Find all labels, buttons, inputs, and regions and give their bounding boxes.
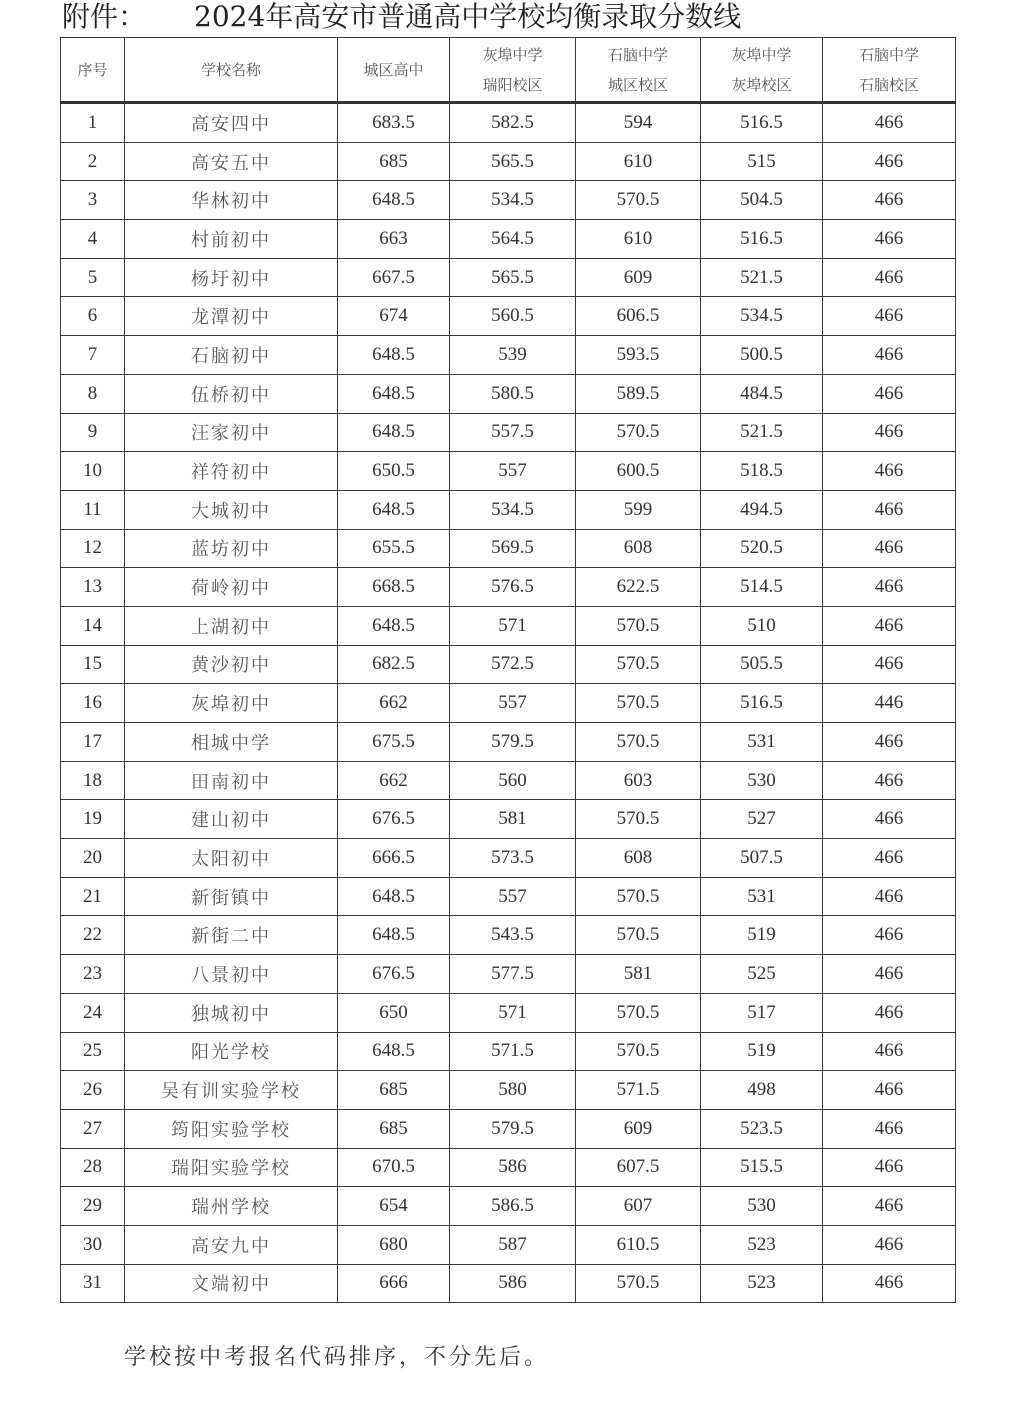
score-shinao-shinao: 466 xyxy=(823,1109,956,1148)
score-city-high-school: 662 xyxy=(338,761,450,800)
row-index: 24 xyxy=(61,993,125,1032)
score-shinao-city: 609 xyxy=(576,258,701,297)
score-huibu-huibu: 521.5 xyxy=(701,413,823,452)
score-huibu-ruiyang: 571.5 xyxy=(450,1032,576,1071)
score-huibu-ruiyang: 534.5 xyxy=(450,181,576,220)
score-city-high-school: 648.5 xyxy=(338,877,450,916)
score-city-high-school: 667.5 xyxy=(338,258,450,297)
score-shinao-city: 570.5 xyxy=(576,684,701,723)
school-name: 田南初中 xyxy=(125,761,338,800)
score-shinao-city: 610 xyxy=(576,142,701,181)
table-row xyxy=(61,1264,956,1303)
school-name: 高安四中 xyxy=(125,103,338,143)
score-shinao-shinao: 466 xyxy=(823,103,956,143)
score-huibu-huibu: 516.5 xyxy=(701,103,823,143)
score-huibu-huibu: 534.5 xyxy=(701,297,823,336)
score-huibu-huibu: 521.5 xyxy=(701,258,823,297)
row-index: 2 xyxy=(61,142,125,181)
score-city-high-school: 668.5 xyxy=(338,568,450,607)
row-index: 6 xyxy=(61,297,125,336)
row-index: 7 xyxy=(61,336,125,375)
score-huibu-huibu: 523 xyxy=(701,1264,823,1303)
school-name: 高安五中 xyxy=(125,142,338,181)
header-label: 城区高中 xyxy=(363,60,424,79)
row-index: 28 xyxy=(61,1148,125,1187)
row-index: 23 xyxy=(61,955,125,994)
table-row xyxy=(61,1071,956,1110)
table-row xyxy=(61,916,956,955)
table-row xyxy=(61,336,956,375)
score-huibu-huibu: 514.5 xyxy=(701,568,823,607)
row-index: 18 xyxy=(61,761,125,800)
table-row xyxy=(61,606,956,645)
score-huibu-ruiyang: 560 xyxy=(450,761,576,800)
table-row xyxy=(61,181,956,220)
score-shinao-city: 570.5 xyxy=(576,645,701,684)
school-name: 阳光学校 xyxy=(125,1032,338,1071)
score-city-high-school: 666.5 xyxy=(338,839,450,878)
row-index: 16 xyxy=(61,684,125,723)
score-huibu-huibu: 500.5 xyxy=(701,336,823,375)
score-shinao-shinao: 466 xyxy=(823,258,956,297)
score-huibu-ruiyang: 560.5 xyxy=(450,297,576,336)
score-city-high-school: 680 xyxy=(338,1225,450,1264)
score-huibu-huibu: 516.5 xyxy=(701,684,823,723)
header-huibu-huibu xyxy=(701,38,823,103)
score-city-high-school: 648.5 xyxy=(338,413,450,452)
title-text: 2024年高安市普通高中学校均衡录取分数线 xyxy=(194,0,742,33)
score-city-high-school: 674 xyxy=(338,297,450,336)
header-label-line1: 灰埠中学 xyxy=(731,45,792,64)
score-huibu-ruiyang: 539 xyxy=(450,336,576,375)
score-shinao-city: 608 xyxy=(576,529,701,568)
score-shinao-city: 570.5 xyxy=(576,800,701,839)
table-row xyxy=(61,761,956,800)
score-shinao-city: 610 xyxy=(576,220,701,259)
school-name: 吴有训实验学校 xyxy=(125,1071,338,1110)
score-huibu-ruiyang: 565.5 xyxy=(450,142,576,181)
score-huibu-ruiyang: 579.5 xyxy=(450,1109,576,1148)
score-city-high-school: 666 xyxy=(338,1264,450,1303)
score-huibu-huibu: 516.5 xyxy=(701,220,823,259)
score-shinao-shinao: 466 xyxy=(823,800,956,839)
row-index: 10 xyxy=(61,452,125,491)
row-index: 4 xyxy=(61,220,125,259)
score-shinao-shinao: 466 xyxy=(823,1264,956,1303)
school-name: 荷岭初中 xyxy=(125,568,338,607)
table-row xyxy=(61,142,956,181)
school-name: 高安九中 xyxy=(125,1225,338,1264)
score-city-high-school: 654 xyxy=(338,1187,450,1226)
score-shinao-shinao: 446 xyxy=(823,684,956,723)
score-shinao-city: 603 xyxy=(576,761,701,800)
header-label-line2: 城区校区 xyxy=(607,75,668,94)
header-label: 序号 xyxy=(77,60,108,79)
score-city-high-school: 648.5 xyxy=(338,490,450,529)
score-shinao-city: 570.5 xyxy=(576,723,701,762)
score-shinao-shinao: 466 xyxy=(823,1187,956,1226)
school-name: 华林初中 xyxy=(125,181,338,220)
score-city-high-school: 648.5 xyxy=(338,1032,450,1071)
score-huibu-ruiyang: 586 xyxy=(450,1264,576,1303)
table-header-row xyxy=(61,38,956,103)
row-index: 14 xyxy=(61,606,125,645)
table-row xyxy=(61,877,956,916)
school-name: 龙潭初中 xyxy=(125,297,338,336)
table-row xyxy=(61,955,956,994)
table-row xyxy=(61,452,956,491)
score-city-high-school: 676.5 xyxy=(338,800,450,839)
table-row xyxy=(61,1225,956,1264)
score-shinao-city: 581 xyxy=(576,955,701,994)
score-city-high-school: 676.5 xyxy=(338,955,450,994)
score-shinao-city: 571.5 xyxy=(576,1071,701,1110)
score-city-high-school: 670.5 xyxy=(338,1148,450,1187)
header-shinao-city xyxy=(576,38,701,103)
score-shinao-shinao: 466 xyxy=(823,181,956,220)
score-city-high-school: 683.5 xyxy=(338,103,450,143)
admission-scores-table xyxy=(60,37,956,1303)
score-huibu-huibu: 494.5 xyxy=(701,490,823,529)
table-row xyxy=(61,645,956,684)
score-shinao-shinao: 466 xyxy=(823,413,956,452)
score-huibu-huibu: 515.5 xyxy=(701,1148,823,1187)
score-shinao-city: 589.5 xyxy=(576,374,701,413)
row-index: 11 xyxy=(61,490,125,529)
score-huibu-ruiyang: 582.5 xyxy=(450,103,576,143)
score-shinao-city: 570.5 xyxy=(576,606,701,645)
score-city-high-school: 663 xyxy=(338,220,450,259)
score-shinao-shinao: 466 xyxy=(823,142,956,181)
score-huibu-ruiyang: 581 xyxy=(450,800,576,839)
score-city-high-school: 648.5 xyxy=(338,336,450,375)
school-name: 新街镇中 xyxy=(125,877,338,916)
row-index: 15 xyxy=(61,645,125,684)
score-huibu-huibu: 498 xyxy=(701,1071,823,1110)
table-row xyxy=(61,723,956,762)
table-row xyxy=(61,490,956,529)
score-huibu-huibu: 531 xyxy=(701,877,823,916)
table-row xyxy=(61,800,956,839)
school-name: 文端初中 xyxy=(125,1264,338,1303)
table-row xyxy=(61,413,956,452)
row-index: 26 xyxy=(61,1071,125,1110)
school-name: 大城初中 xyxy=(125,490,338,529)
score-shinao-shinao: 466 xyxy=(823,220,956,259)
score-huibu-ruiyang: 534.5 xyxy=(450,490,576,529)
table-row xyxy=(61,1187,956,1226)
score-shinao-shinao: 466 xyxy=(823,761,956,800)
score-city-high-school: 682.5 xyxy=(338,645,450,684)
score-shinao-shinao: 466 xyxy=(823,839,956,878)
header-school-name xyxy=(125,38,338,103)
school-name: 村前初中 xyxy=(125,220,338,259)
school-name: 新街二中 xyxy=(125,916,338,955)
score-shinao-city: 570.5 xyxy=(576,181,701,220)
score-shinao-city: 609 xyxy=(576,1109,701,1148)
score-huibu-ruiyang: 579.5 xyxy=(450,723,576,762)
score-shinao-city: 622.5 xyxy=(576,568,701,607)
table-body xyxy=(61,103,956,1303)
row-index: 3 xyxy=(61,181,125,220)
score-city-high-school: 648.5 xyxy=(338,374,450,413)
score-shinao-city: 593.5 xyxy=(576,336,701,375)
score-city-high-school: 655.5 xyxy=(338,529,450,568)
score-huibu-ruiyang: 557 xyxy=(450,877,576,916)
score-huibu-huibu: 518.5 xyxy=(701,452,823,491)
score-huibu-ruiyang: 571 xyxy=(450,993,576,1032)
score-shinao-city: 570.5 xyxy=(576,1264,701,1303)
score-huibu-huibu: 517 xyxy=(701,993,823,1032)
score-huibu-huibu: 527 xyxy=(701,800,823,839)
school-name: 蓝坊初中 xyxy=(125,529,338,568)
row-index: 22 xyxy=(61,916,125,955)
title-prefix: 附件： xyxy=(62,0,147,33)
header-index xyxy=(61,38,125,103)
score-shinao-shinao: 466 xyxy=(823,297,956,336)
header-shinao-shinao xyxy=(823,38,956,103)
school-name: 祥符初中 xyxy=(125,452,338,491)
table-row xyxy=(61,839,956,878)
score-city-high-school: 675.5 xyxy=(338,723,450,762)
score-huibu-ruiyang: 557 xyxy=(450,684,576,723)
school-name: 灰埠初中 xyxy=(125,684,338,723)
school-name: 杨圩初中 xyxy=(125,258,338,297)
row-index: 9 xyxy=(61,413,125,452)
score-shinao-shinao: 466 xyxy=(823,993,956,1032)
score-huibu-huibu: 530 xyxy=(701,1187,823,1226)
score-huibu-ruiyang: 569.5 xyxy=(450,529,576,568)
score-huibu-huibu: 510 xyxy=(701,606,823,645)
footnote: 学校按中考报名代码排序，不分先后。 xyxy=(124,1345,550,1370)
score-huibu-huibu: 484.5 xyxy=(701,374,823,413)
row-index: 29 xyxy=(61,1187,125,1226)
document-title xyxy=(62,0,741,34)
score-huibu-huibu: 523.5 xyxy=(701,1109,823,1148)
table-row xyxy=(61,297,956,336)
score-huibu-ruiyang: 565.5 xyxy=(450,258,576,297)
header-label-line2: 瑞阳校区 xyxy=(482,75,543,94)
row-index: 21 xyxy=(61,877,125,916)
score-huibu-ruiyang: 572.5 xyxy=(450,645,576,684)
score-shinao-city: 594 xyxy=(576,103,701,143)
header-label-line1: 石脑中学 xyxy=(858,45,919,64)
score-shinao-city: 570.5 xyxy=(576,993,701,1032)
score-huibu-ruiyang: 580 xyxy=(450,1071,576,1110)
score-huibu-huibu: 504.5 xyxy=(701,181,823,220)
score-shinao-shinao: 466 xyxy=(823,606,956,645)
header-label-line1: 石脑中学 xyxy=(607,45,668,64)
score-shinao-city: 608 xyxy=(576,839,701,878)
row-index: 1 xyxy=(61,103,125,143)
score-huibu-ruiyang: 571 xyxy=(450,606,576,645)
score-huibu-ruiyang: 586.5 xyxy=(450,1187,576,1226)
school-name: 筠阳实验学校 xyxy=(125,1109,338,1148)
table-row xyxy=(61,529,956,568)
score-shinao-shinao: 466 xyxy=(823,1071,956,1110)
score-shinao-shinao: 466 xyxy=(823,1225,956,1264)
school-name: 汪家初中 xyxy=(125,413,338,452)
score-huibu-huibu: 531 xyxy=(701,723,823,762)
score-shinao-shinao: 466 xyxy=(823,452,956,491)
table-row xyxy=(61,103,956,143)
score-shinao-city: 570.5 xyxy=(576,413,701,452)
score-city-high-school: 685 xyxy=(338,1109,450,1148)
table-row xyxy=(61,258,956,297)
score-huibu-huibu: 507.5 xyxy=(701,839,823,878)
score-huibu-ruiyang: 580.5 xyxy=(450,374,576,413)
row-index: 25 xyxy=(61,1032,125,1071)
row-index: 8 xyxy=(61,374,125,413)
score-shinao-shinao: 466 xyxy=(823,723,956,762)
row-index: 5 xyxy=(61,258,125,297)
table-row xyxy=(61,220,956,259)
score-city-high-school: 685 xyxy=(338,142,450,181)
school-name: 上湖初中 xyxy=(125,606,338,645)
table-row xyxy=(61,684,956,723)
score-huibu-ruiyang: 577.5 xyxy=(450,955,576,994)
score-huibu-huibu: 515 xyxy=(701,142,823,181)
score-shinao-shinao: 466 xyxy=(823,1148,956,1187)
score-huibu-ruiyang: 586 xyxy=(450,1148,576,1187)
school-name: 石脑初中 xyxy=(125,336,338,375)
score-shinao-shinao: 466 xyxy=(823,1032,956,1071)
school-name: 太阳初中 xyxy=(125,839,338,878)
table-row xyxy=(61,1148,956,1187)
score-huibu-huibu: 505.5 xyxy=(701,645,823,684)
row-index: 30 xyxy=(61,1225,125,1264)
row-index: 20 xyxy=(61,839,125,878)
row-index: 17 xyxy=(61,723,125,762)
score-shinao-shinao: 466 xyxy=(823,568,956,607)
score-shinao-city: 599 xyxy=(576,490,701,529)
score-shinao-city: 610.5 xyxy=(576,1225,701,1264)
score-shinao-city: 606.5 xyxy=(576,297,701,336)
score-huibu-huibu: 519 xyxy=(701,1032,823,1071)
score-huibu-huibu: 523 xyxy=(701,1225,823,1264)
score-city-high-school: 648.5 xyxy=(338,181,450,220)
row-index: 31 xyxy=(61,1264,125,1303)
score-shinao-city: 570.5 xyxy=(576,1032,701,1071)
score-shinao-shinao: 466 xyxy=(823,645,956,684)
score-huibu-ruiyang: 576.5 xyxy=(450,568,576,607)
score-huibu-huibu: 520.5 xyxy=(701,529,823,568)
score-city-high-school: 662 xyxy=(338,684,450,723)
score-shinao-city: 607 xyxy=(576,1187,701,1226)
score-huibu-ruiyang: 557 xyxy=(450,452,576,491)
row-index: 13 xyxy=(61,568,125,607)
header-label-line2: 灰埠校区 xyxy=(731,75,792,94)
header-label-line2: 石脑校区 xyxy=(858,75,919,94)
row-index: 27 xyxy=(61,1109,125,1148)
table-row xyxy=(61,374,956,413)
school-name: 黄沙初中 xyxy=(125,645,338,684)
score-city-high-school: 648.5 xyxy=(338,916,450,955)
score-shinao-shinao: 466 xyxy=(823,336,956,375)
header-city-high-school xyxy=(338,38,450,103)
score-huibu-ruiyang: 543.5 xyxy=(450,916,576,955)
score-shinao-shinao: 466 xyxy=(823,529,956,568)
score-city-high-school: 650.5 xyxy=(338,452,450,491)
score-shinao-shinao: 466 xyxy=(823,916,956,955)
score-city-high-school: 650 xyxy=(338,993,450,1032)
row-index: 19 xyxy=(61,800,125,839)
score-shinao-city: 607.5 xyxy=(576,1148,701,1187)
school-name: 八景初中 xyxy=(125,955,338,994)
table-row xyxy=(61,993,956,1032)
score-city-high-school: 685 xyxy=(338,1071,450,1110)
score-huibu-ruiyang: 587 xyxy=(450,1225,576,1264)
school-name: 独城初中 xyxy=(125,993,338,1032)
header-huibu-ruiyang xyxy=(450,38,576,103)
score-shinao-city: 570.5 xyxy=(576,916,701,955)
table-row xyxy=(61,1032,956,1071)
score-huibu-ruiyang: 564.5 xyxy=(450,220,576,259)
score-shinao-shinao: 466 xyxy=(823,877,956,916)
score-shinao-shinao: 466 xyxy=(823,490,956,529)
header-label: 学校名称 xyxy=(200,60,261,79)
school-name: 瑞州学校 xyxy=(125,1187,338,1226)
school-name: 相城中学 xyxy=(125,723,338,762)
school-name: 建山初中 xyxy=(125,800,338,839)
table-row xyxy=(61,568,956,607)
row-index: 12 xyxy=(61,529,125,568)
score-shinao-shinao: 466 xyxy=(823,955,956,994)
school-name: 瑞阳实验学校 xyxy=(125,1148,338,1187)
score-huibu-huibu: 530 xyxy=(701,761,823,800)
header-label-line1: 灰埠中学 xyxy=(482,45,543,64)
score-city-high-school: 648.5 xyxy=(338,606,450,645)
score-huibu-ruiyang: 557.5 xyxy=(450,413,576,452)
score-shinao-city: 600.5 xyxy=(576,452,701,491)
score-huibu-ruiyang: 573.5 xyxy=(450,839,576,878)
score-huibu-huibu: 525 xyxy=(701,955,823,994)
score-shinao-city: 570.5 xyxy=(576,877,701,916)
school-name: 伍桥初中 xyxy=(125,374,338,413)
score-shinao-shinao: 466 xyxy=(823,374,956,413)
score-huibu-huibu: 519 xyxy=(701,916,823,955)
table-row xyxy=(61,1109,956,1148)
